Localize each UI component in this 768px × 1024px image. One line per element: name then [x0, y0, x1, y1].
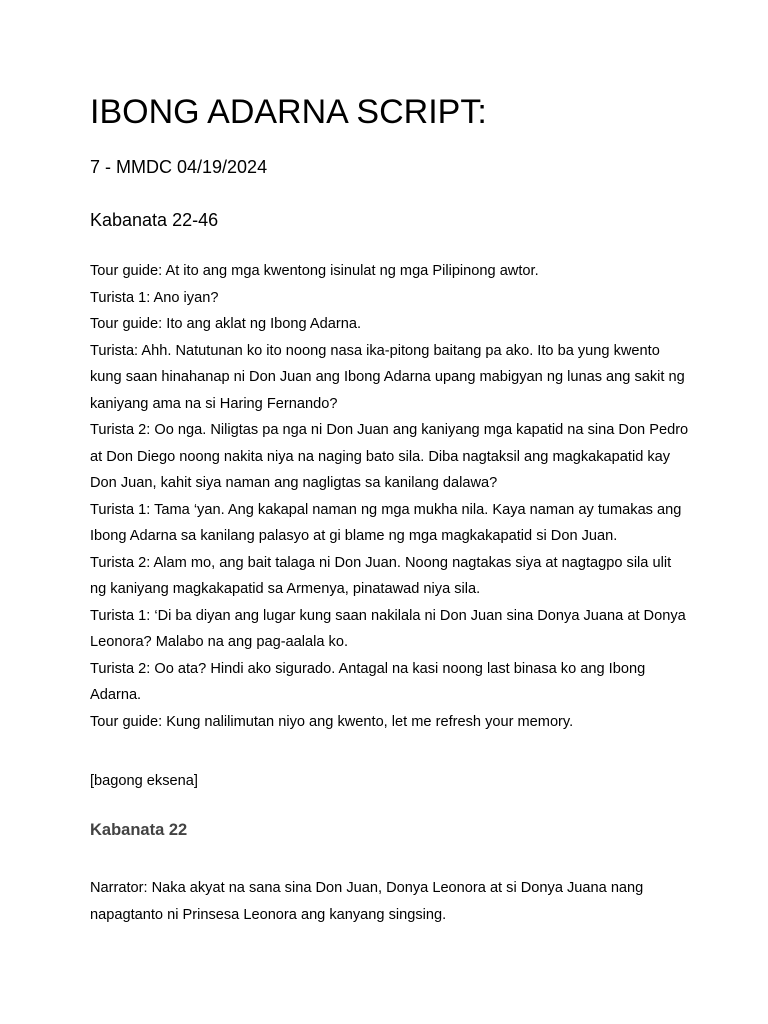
scene-note: [bagong eksena]: [90, 773, 198, 789]
dialogue-line: Turista 1: Tama ‘yan. Ang kakapal naman ng mga mukha nila. Kaya naman ay tumakas ang Ibong Adarna sa kanilang palasyo at gi blame ng mga magkakapatid si Don Juan.: [90, 501, 682, 544]
dialogue-line: Turista 2: Oo nga. Niligtas pa nga ni Don Juan ang kaniyang mga kapatid na sina Don Pedro at Don Diego noong nakita niya na naging bato sila. Diba nagtaksil ang magkakapatid kay Don Juan, kahit siya naman ang nagligtas sa kanilang dalawa?: [90, 422, 689, 491]
chapter-heading: Kabanata 22: [90, 821, 188, 839]
narration-line: Narrator: Naka akyat na sana sina Don Juan, Donya Leonora at si Donya Juana nang napagtanto ni Prinsesa Leonora ang kanyang singsing.: [90, 880, 644, 923]
dialogue-line: Turista 2: Oo ata? Hindi ako sigurado. Antagal na kasi noong last binasa ko ang Ibong Adarna.: [90, 660, 646, 703]
dialogue-line: Turista: Ahh. Natutunan ko ito noong nasa ika-pitong baitang pa ako. Ito ba yung kwento kung saan hinahanap ni Don Juan ang Ibong Adarna upang mabigyan ng lunas ang sakit ng kaniyang ama na si Haring Fernando?: [90, 342, 685, 412]
dialogue-block: [90, 258, 690, 735]
dialogue-line: Tour guide: Ito ang aklat ng Ibong Adarna.: [90, 316, 361, 332]
section-heading: Kabanata 22-46: [90, 210, 219, 230]
dialogue-line: Turista 1: ‘Di ba diyan ang lugar kung saan nakilala ni Don Juan sina Donya Juana at Donya Leonora? Malabo na ang pag-aalala ko.: [90, 607, 686, 650]
dialogue-line: Tour guide: At ito ang mga kwentong isinulat ng mga Pilipinong awtor.: [90, 263, 539, 279]
dialogue-line: Turista 2: Alam mo, ang bait talaga ni Don Juan. Noong nagtakas siya at nagtagpo sila ulit ng kaniyang magkakapatid sa Armenya, pinatawad niya sila.: [90, 554, 672, 597]
dialogue-line: Turista 1: Ano iyan?: [90, 289, 219, 306]
document-title: IBONG ADARNA SCRIPT:: [90, 93, 487, 131]
dialogue-line: Tour guide: Kung nalilimutan niyo ang kwento, let me refresh your memory.: [90, 713, 574, 730]
document-subtitle: 7 - MMDC 04/19/2024: [90, 157, 268, 177]
narration-block: [90, 875, 690, 928]
